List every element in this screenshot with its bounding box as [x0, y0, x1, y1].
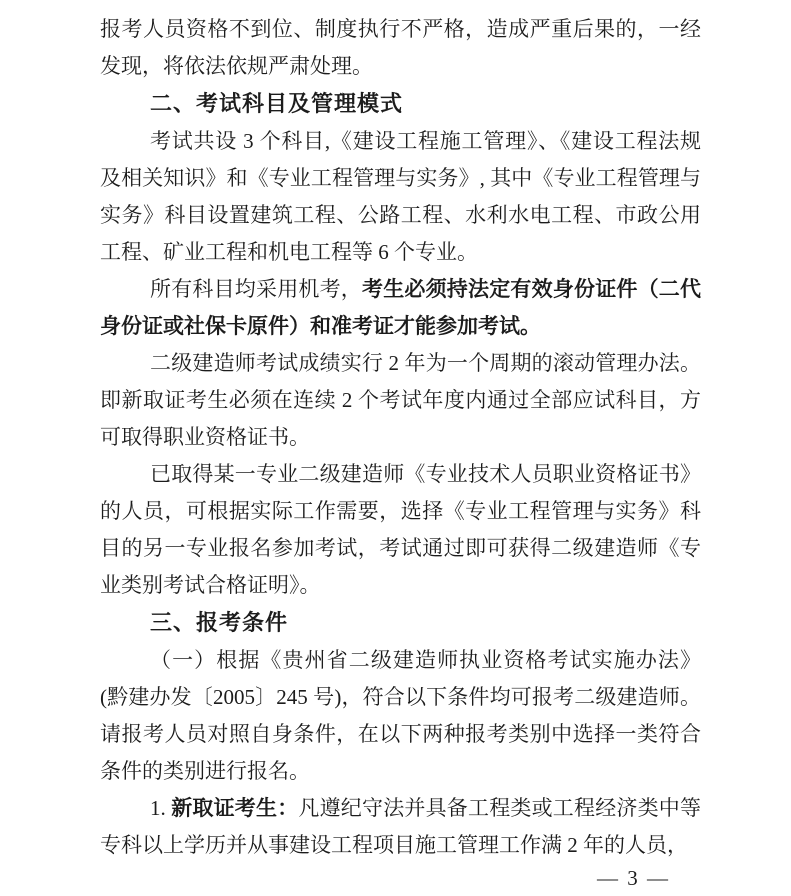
text-run: 凡遵纪守法并具备工程类或工程经济类中等专科以上学历并从事建设工程项目施工管理工作满 2 年的人员，	[100, 796, 702, 857]
paragraph	[100, 456, 701, 604]
paragraph	[100, 11, 701, 85]
text-run: （一）根据《贵州省二级建造师执业资格考试实施办法》(黔建办发〔2005〕245 号)，符合以下条件均可报考二级建造师。请报考人员对照自身条件，在以下两种报考类别中选择一类符合条件的类别进行报名。	[100, 648, 701, 783]
text-run: 考试共设 3 个科目,《建设工程施工管理》、《建设工程法规及相关知识》和《专业工程管理与实务》, 其中《专业工程管理与实务》科目设置建筑工程、公路工程、水利水电工程、市政公用工程、矿业工程和机电工程等 6 个专业。	[100, 129, 701, 264]
text-run: 报考人员资格不到位、制度执行不严格，造成严重后果的，一经发现，将依法依规严肃处理。	[100, 17, 701, 78]
paragraph	[100, 642, 701, 790]
emphasis-text-run: 三、报考条件	[150, 610, 289, 635]
paragraph	[100, 271, 701, 345]
emphasis-text-run: 新取证考生：	[171, 797, 299, 820]
paragraph	[100, 790, 701, 864]
section-heading	[100, 604, 701, 642]
section-heading	[100, 85, 701, 123]
paragraph	[100, 123, 701, 271]
text-run: 二级建造师考试成绩实行 2 年为一个周期的滚动管理办法。即新取证考生必须在连续 2 个考试年度内通过全部应试科目，方可取得职业资格证书。	[100, 351, 701, 449]
text-run: 已取得某一专业二级建造师《专业技术人员职业资格证书》的人员，可根据实际工作需要，选择《专业工程管理与实务》科目的另一专业报名参加考试，考试通过即可获得二级建造师《专业类别考试合格证明》。	[100, 462, 701, 597]
emphasis-text-run: 考生必须持法定有效身份证件（二代身份证或社保卡原件）和准考证才能参加考试。	[100, 278, 701, 338]
document-body	[100, 11, 701, 864]
paragraph	[100, 345, 701, 456]
emphasis-text-run: 二、考试科目及管理模式	[150, 91, 404, 116]
text-run: 所有科目均采用机考，	[150, 277, 362, 301]
page-number: — 3 —	[597, 866, 670, 890]
text-run: 1.	[150, 796, 172, 820]
